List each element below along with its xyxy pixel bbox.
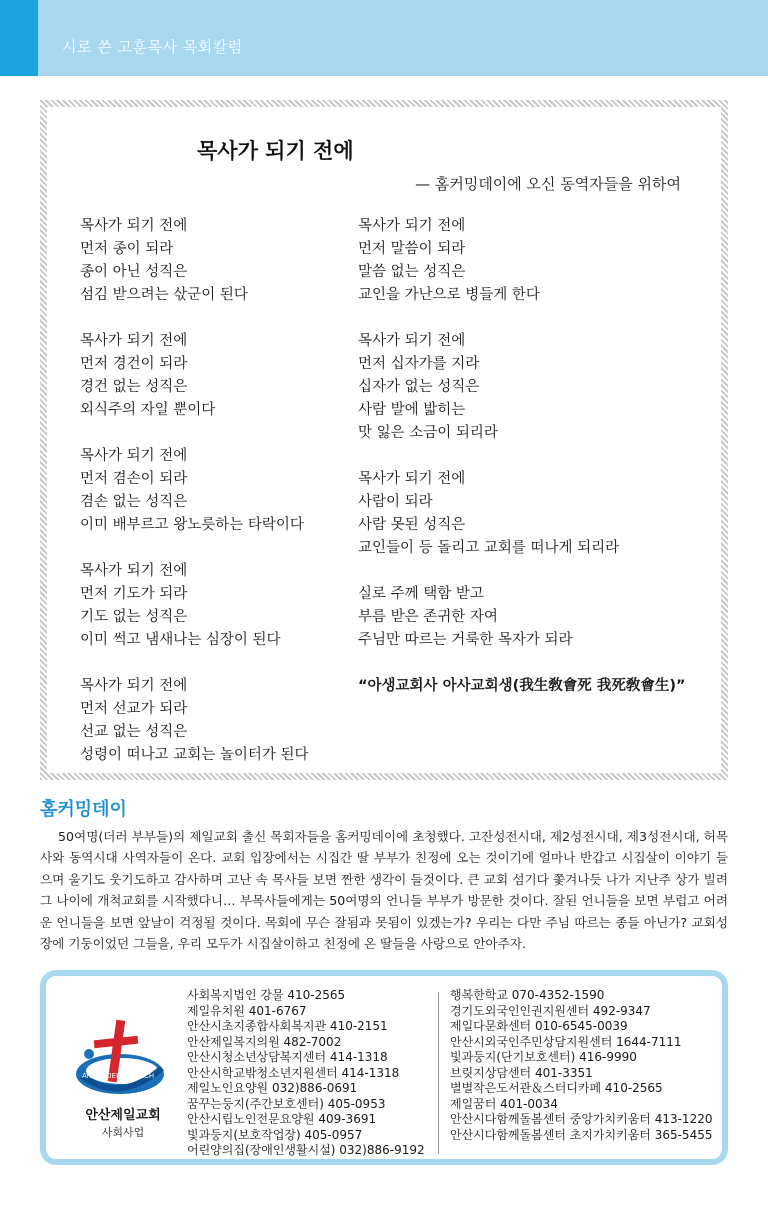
poem-stanza — [80, 560, 309, 652]
poem-line: 목사가 되기 전에 — [358, 471, 466, 487]
contact-item: 안산시외국인주민상담지원센터 1644-7111 — [450, 1034, 682, 1049]
poem-line: 경건 없는 성직은 — [80, 379, 188, 395]
contact-item: 빛과둥지(보호작업장) 405-0957 — [187, 1127, 363, 1142]
poem-frame — [40, 100, 728, 780]
poem-line: 부름 받은 존귀한 자여 — [358, 609, 498, 625]
poem-line: 먼저 선교가 되라 — [80, 701, 188, 717]
poem-line: 목사가 되기 전에 — [80, 563, 188, 579]
poem-line: 맛 잃은 소금이 되리라 — [358, 425, 498, 441]
poem-stanza — [358, 330, 685, 445]
poem-line: 실로 주께 택함 받고 — [358, 586, 484, 602]
contact-item: 어린양의집(장애인생활시설) 032)886-9192 — [187, 1143, 425, 1157]
poem-line: 목사가 되기 전에 — [80, 448, 188, 464]
poem-line: 먼저 기도가 되라 — [80, 586, 188, 602]
poem-line: 사람 발에 밟히는 — [358, 402, 466, 418]
divider — [438, 992, 439, 1154]
poem-line: 주님만 따르는 거룩한 목자가 되라 — [358, 632, 573, 648]
church-name: 안산제일교회 — [85, 1108, 161, 1123]
contact-list-left — [187, 988, 425, 1159]
contact-item: 제일다문화센터 010-6545-0039 — [450, 1019, 628, 1033]
poem-line: 십자가 없는 성직은 — [358, 379, 480, 395]
poem-stanza — [80, 330, 309, 422]
poem-stanza — [80, 445, 309, 537]
poem-line: 목사가 되기 전에 — [358, 218, 466, 234]
poem-line: 섬김 받으려는 삯군이 된다 — [80, 287, 248, 303]
poem-line: 먼저 종이 되라 — [80, 241, 174, 257]
church-subtitle: 사회사업 — [101, 1126, 145, 1139]
poem-line: 이미 배부르고 왕노릇하는 타락이다 — [80, 517, 304, 533]
contact-item: 안산시다함께돌봄센터 초지가치키움터 365-5455 — [450, 1127, 713, 1142]
church-logo-icon — [72, 1016, 168, 1106]
poem-line: 교인을 가난으로 병들게 한다 — [358, 287, 540, 303]
poem-line: 이미 썩고 냄새나는 심장이 된다 — [80, 632, 281, 648]
contact-item: 안산시다함께돌봄센터 중앙가치키움터 413-1220 — [450, 1112, 713, 1126]
poem-left-column — [80, 215, 309, 790]
poem-line: 목사가 되기 전에 — [80, 218, 188, 234]
poem-line: 사람이 되라 — [358, 494, 433, 510]
poem-line: 외식주의 자일 뿐이다 — [80, 402, 216, 418]
contact-item: 제일꿈터 401-0034 — [450, 1096, 558, 1111]
poem-line: 사람 못된 성직은 — [358, 517, 466, 533]
poem-line: 선교 없는 성직은 — [80, 724, 188, 740]
svg-text:ANSAN JEIL CHURCH: ANSAN JEIL CHURCH — [81, 1073, 155, 1080]
poem-line: 교인들이 등 돌리고 교회를 떠나게 되리라 — [358, 540, 620, 556]
poem-stanza — [80, 675, 309, 767]
contact-item: 안산시청소년상담복지센터 414-1318 — [187, 1050, 388, 1064]
contact-item: 안산제일복지의원 482-7002 — [187, 1034, 342, 1049]
contact-item: 경기도외국인인권지원센터 492-9347 — [450, 1003, 651, 1018]
poem-dedication: — 홈커밍데이에 오신 동역자들을 위하여 — [415, 175, 681, 193]
poem-line: 성령이 떠나고 교회는 놀이터가 된다 — [80, 747, 309, 763]
closing-quote: “아생교회사 아사교회생(我生敎會死 我死敎會生)” — [358, 678, 686, 694]
contact-item: 꿈꾸는둥지(주간보호센터) 405-0953 — [187, 1096, 386, 1111]
poem-line: 목사가 되기 전에 — [80, 333, 188, 349]
article-body: 50여명(더러 부부들)의 제일교회 출신 목회자들을 홈커밍데이에 초청했다. 고잔성전시대, 제2성전시대, 제3성전시대, 허목사와 동역시대 사역자들이 온다. 교회 입장에서는 시집간 딸 부부가 친정에 오는 것이기에 얼마나 반갑고 시집살이 이야기 들으며 울기도 웃기도하고 감사하며 고난 속 목사들 보면 짠한 생각이 들것이다. 큰 교회 섬기다 쫓겨나듯 나가 지난주 상가 빌려 그 나이에 개척교회를 시작했다니… 부목사들에게는 50여명의 언니들 부부가 방문한 것이다. 잘된 언니들을 보면 부럽고 어려운 언니들을 보면 앞날이 걱정될 것이다. 목회에 무슨 잘됨과 못됨이 있겠는가? 우리는 다만 주님 따르는 종들 아닌가? 교회성장에 기둥이었던 그들을, 우리 모두가 시집살이하고 친정에 온 딸들을 사랑으로 안아주자. — [40, 829, 728, 952]
header-band — [0, 0, 768, 76]
contact-item: 안산시초지종합사회복지관 410-2151 — [187, 1019, 388, 1033]
poem-line: 먼저 겸손이 되라 — [80, 471, 188, 487]
section-heading: 홈커밍데이 — [40, 799, 127, 820]
poem-line: 먼저 십자가를 지라 — [358, 356, 480, 372]
poem-stanza — [358, 583, 685, 652]
poem-line: 말씀 없는 성직은 — [358, 264, 466, 280]
contact-item: 제일유치원 401-6767 — [187, 1003, 307, 1018]
poem-line: 겸손 없는 성직은 — [80, 494, 188, 510]
contact-item: 사회복지법인 강물 410-2565 — [187, 988, 346, 1002]
poem-line: 기도 없는 성직은 — [80, 609, 188, 625]
contact-item: 별별작은도서관＆스터디카페 410-2565 — [450, 1081, 663, 1095]
poem-line: 먼저 말씀이 되라 — [358, 241, 466, 257]
poem-right-column — [358, 215, 685, 721]
church-info-box — [40, 970, 728, 1165]
poem-stanza — [358, 468, 685, 560]
contact-item: 제일노인요양원 032)886-0691 — [187, 1081, 358, 1095]
poem-line: 목사가 되기 전에 — [358, 333, 466, 349]
poem-stanza — [80, 215, 309, 307]
poem-title: 목사가 되기 전에 — [197, 139, 354, 163]
poem-line: 먼저 경건이 되라 — [80, 356, 188, 372]
poem-stanza — [358, 215, 685, 307]
contact-item: 행복한학교 070-4352-1590 — [450, 988, 605, 1002]
contact-list-right — [450, 988, 712, 1143]
poem-line: 목사가 되기 전에 — [80, 678, 188, 694]
header-accent-tab — [0, 0, 38, 76]
contact-item: 빛과둥지(단기보호센터) 416-9990 — [450, 1050, 637, 1064]
column-title: 시로 쓴 고훈목사 목회칼럼 — [62, 38, 243, 56]
poem-line: 종이 아닌 성직은 — [80, 264, 188, 280]
contact-item: 안산시학교밖청소년지원센터 414-1318 — [187, 1065, 400, 1080]
contact-item: 안산시립노인전문요양원 409-3691 — [187, 1112, 377, 1126]
contact-item: 브릿지상담센터 401-3351 — [450, 1065, 593, 1080]
